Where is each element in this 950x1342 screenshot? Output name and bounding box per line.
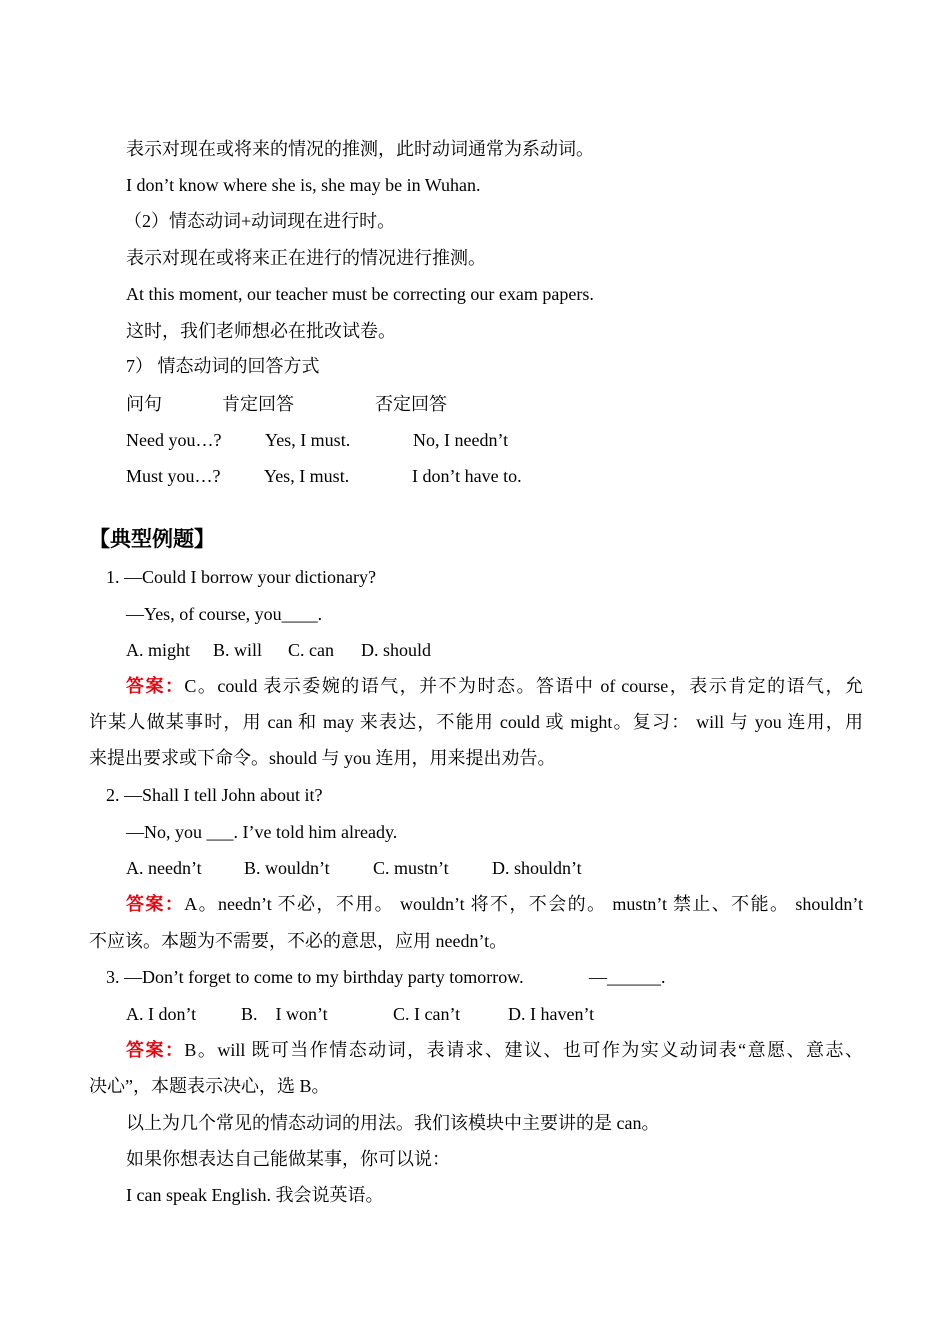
text-line: At this moment, our teacher must be correcting our exam papers.: [126, 284, 594, 304]
question-text: 3. —Don’t forget to come to my birthday party tomorrow.: [106, 967, 524, 987]
answer-line: [126, 1038, 863, 1062]
table-row: [126, 464, 726, 488]
options-row: [126, 638, 726, 662]
table-cell: Yes, I must.: [265, 430, 351, 450]
answer-line: 来提出要求或下命令。should 与 you 连用，用来提出劝告。: [89, 748, 556, 768]
text-line: 以上为几个常见的情态动词的用法。我们该模块中主要讲的是 can。: [126, 1113, 660, 1133]
table-cell: Must you…?: [126, 466, 221, 486]
table-cell: No, I needn’t: [413, 430, 509, 450]
answer-text: B。will 既可当作情态动词，表请求、建议、也可作为实义动词表“意愿、意志、: [184, 1040, 863, 1060]
option: B. I won’t: [241, 1004, 328, 1024]
question-reply: —Yes, of course, you____.: [126, 604, 323, 624]
answer-label: 答案：: [126, 894, 185, 914]
table-row: [126, 428, 726, 452]
text-line: I can speak English. 我会说英语。: [126, 1185, 384, 1205]
options-row: [126, 1002, 726, 1026]
option: C. can: [288, 640, 334, 660]
table-header-cell: 否定回答: [375, 394, 447, 414]
answer-line: [126, 674, 863, 698]
option: C. I can’t: [393, 1004, 461, 1024]
option: A. might: [126, 640, 191, 660]
answer-text: C。could 表示委婉的语气，并不为时态。答语中 of course，表示肯定的语气，允: [184, 676, 864, 696]
text-line: 如果你想表达自己能做某事，你可以说：: [126, 1149, 450, 1169]
option: D. should: [361, 640, 432, 660]
table-header-cell: 问句: [126, 394, 162, 414]
text-line: 这时，我们老师想必在批改试卷。: [126, 321, 396, 341]
answer-label: 答案：: [126, 1040, 185, 1060]
answer-line: 不应该。本题为不需要，不必的意思，应用 needn’t。: [89, 931, 508, 951]
option: B. wouldn’t: [244, 858, 330, 878]
answer-label: 答案：: [126, 676, 185, 696]
option: A. needn’t: [126, 858, 202, 878]
text-line: 表示对现在或将来正在进行的情况进行推测。: [126, 248, 486, 268]
text-line: 表示对现在或将来的情况的推测，此时动词通常为系动词。: [126, 139, 594, 159]
table-cell: I don’t have to.: [412, 466, 522, 486]
table-cell: Yes, I must.: [264, 466, 350, 486]
table-cell: Need you…?: [126, 430, 222, 450]
table-header-cell: 肯定回答: [222, 394, 294, 414]
answer-table-header: [126, 392, 726, 416]
answer-line: 决心”，本题表示决心，选 B。: [89, 1076, 330, 1096]
question-text: 2. —Shall I tell John about it?: [106, 785, 323, 805]
section-title: 【典型例题】: [89, 527, 215, 551]
answer-text: A。needn’t 不必，不用。 wouldn’t 将不，不会的。 mustn’t 禁止、不能。 shouldn’t: [184, 894, 863, 914]
question-reply: —______.: [589, 967, 666, 987]
answer-line: 许某人做某事时，用 can 和 may 来表达，不能用 could 或 might。复习： will 与 you 连用，用: [89, 712, 863, 732]
option: D. I haven’t: [508, 1004, 595, 1024]
answer-line: [126, 892, 863, 916]
question-text: 1. —Could I borrow your dictionary?: [106, 567, 376, 587]
options-row: [126, 856, 726, 880]
question-reply: —No, you ___. I’ve told him already.: [126, 822, 398, 842]
option: A. I don’t: [126, 1004, 197, 1024]
option: B. will: [213, 640, 263, 660]
text-line: 7） 情态动词的回答方式: [126, 356, 320, 376]
text-line: （2）情态动词+动词现在进行时。: [124, 211, 396, 231]
option: D. shouldn’t: [492, 858, 582, 878]
text-line: I don’t know where she is, she may be in Wuhan.: [126, 175, 481, 195]
option: C. mustn’t: [373, 858, 449, 878]
